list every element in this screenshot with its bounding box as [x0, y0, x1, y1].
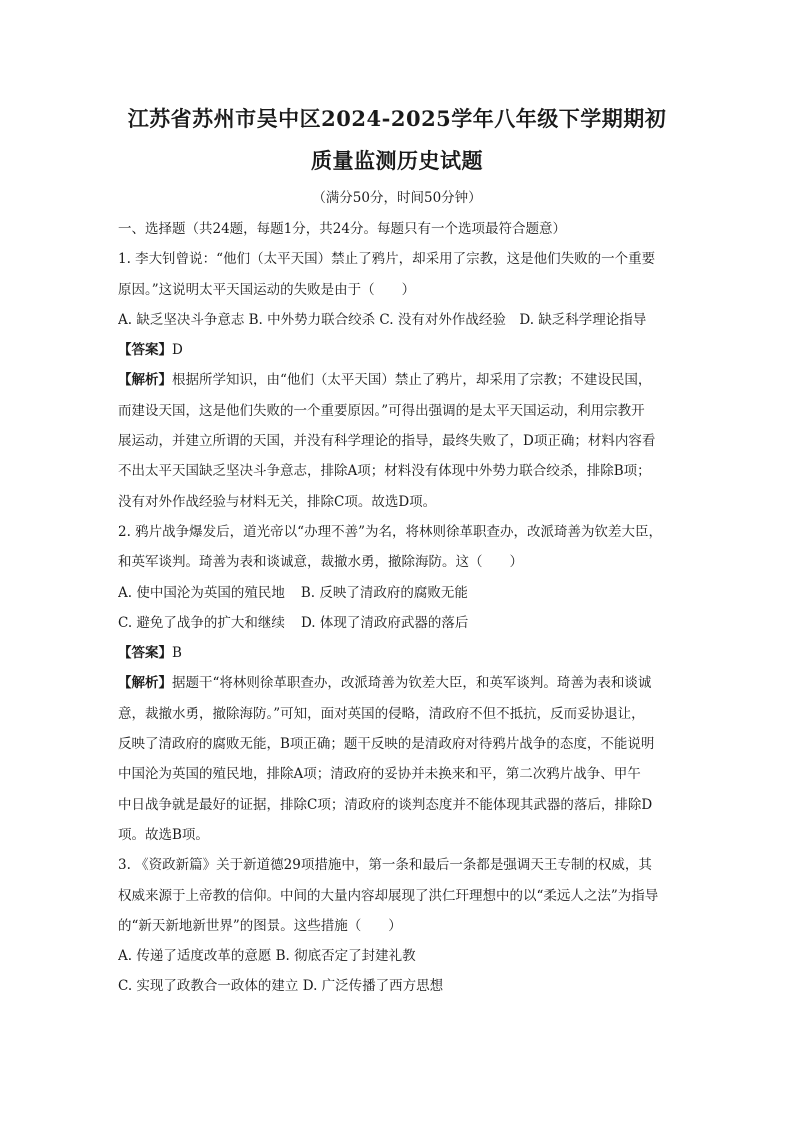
- question-1-analysis-line: 没有对外作战经验与材料无关，排除C项。故选D项。: [118, 493, 437, 510]
- exam-content: [118, 214, 678, 1002]
- question-2-analysis-line: 中国沦为英国的殖民地，排除A项；清政府的妥协并未换来和平，第二次鸦片战争、甲午: [118, 766, 641, 783]
- exam-subtitle: （满分50分，时间50分钟）: [312, 190, 482, 206]
- question-1-analysis-line: [118, 365, 678, 395]
- question-1-analysis-line: 展运动，并建立所谓的天国，并没有科学理论的指导，最终失败了，D项正确；材料内容看: [118, 433, 656, 450]
- question-2-analysis-line: 意，裁撤水勇，撤除海防。”可知，面对英国的侵略，清政府不但不抵抗，反而妥协退让，: [118, 705, 645, 722]
- option-c: C. 避免了战争的扩大和继续: [118, 614, 285, 631]
- option-b: B. 反映了清政府的腐败无能: [300, 584, 468, 601]
- question-2-options-row: [118, 608, 678, 638]
- question-1-options: [118, 305, 678, 335]
- answer-label: 【答案】: [118, 342, 172, 359]
- question-1-answer: [118, 335, 678, 365]
- analysis-text: 据题干“将林则徐革职查办，改派琦善为钦差大臣，和英军谈判。琦善为表和谈诚: [172, 675, 652, 692]
- question-3-options-row: [118, 941, 678, 971]
- option-a: A. 使中国沦为英国的殖民地: [118, 584, 285, 601]
- question-1-analysis-line: 而建设天国，这是他们失败的一个重要原因。”可得出强调的是太平天国运动，利用宗教开: [118, 402, 645, 419]
- question-3-options-row: [118, 971, 678, 1001]
- question-1-options-text: A. 缺乏坚决斗争意志 B. 中外势力联合绞杀 C. 没有对外作战经验 D. 缺乏科学理论指导: [118, 311, 647, 328]
- question-2-stem-line: 和英军谈判。琦善为表和谈诚意，裁撤水勇，撤除海防。这（ ）: [118, 554, 523, 571]
- question-3-stem-line: 3. 《资政新篇》关于新道德29项措施中，第一条和最后一条都是强调天王专制的权威，其: [118, 857, 652, 874]
- analysis-text: 根据所学知识，由“他们（太平天国）禁止了鸦片，却采用了宗教；不建设民国，: [172, 372, 652, 389]
- answer-label: 【答案】: [118, 645, 172, 662]
- option-cd: C. 实现了政教合一政体的建立 D. 广泛传播了西方思想: [118, 978, 444, 995]
- option-ab: A. 传递了适度改革的意愿 B. 彻底否定了封建礼教: [118, 948, 416, 965]
- question-2-answer: [118, 638, 678, 668]
- analysis-label: 【解析】: [118, 372, 172, 389]
- question-2-analysis-line: 项。故选B项。: [118, 826, 209, 843]
- answer-value: D: [172, 342, 183, 359]
- question-3-stem-line: 权威来源于上帝教的信仰。中间的大量内容却展现了洪仁玕理想中的以“柔远人之法”为指导: [118, 887, 659, 904]
- analysis-label: 【解析】: [118, 675, 172, 692]
- question-2-analysis-line: [118, 668, 678, 698]
- question-2-analysis-line: 中日战争就是最好的证据，排除C项；清政府的谈判态度并不能体现其武器的落后，排除D: [118, 796, 653, 813]
- question-1-analysis-line: 不出太平天国缺乏坚决斗争意志，排除A项；材料没有体现中外势力联合绞杀，排除B项；: [118, 463, 651, 480]
- page-title-line2: 质量监测历史试题: [311, 148, 483, 173]
- page-title: 江苏省苏州市吴中区2024-2025学年八年级下学期期初: [127, 106, 667, 131]
- answer-value: B: [172, 645, 182, 662]
- option-d: D. 体现了清政府武器的落后: [300, 614, 469, 631]
- section-heading: 一、选择题（共24题，每题1分，共24分。每题只有一个选项最符合题意）: [118, 221, 566, 237]
- question-1-stem-line: 1. 李大钊曾说：“他们（太平天国）禁止了鸦片，却采用了宗教，这是他们失败的一个重要: [118, 251, 656, 268]
- question-1-stem-line: 原因。”这说明太平天国运动的失败是由于（ ）: [118, 281, 416, 298]
- question-2-stem-line: 2. 鸦片战争爆发后，道光帝以“办理不善”为名，将林则徐革职查办，改派琦善为钦差大臣，: [118, 523, 662, 540]
- question-2-analysis-line: 反映了清政府的腐败无能，B项正确；题干反映的是清政府对待鸦片战争的态度，不能说明: [118, 736, 655, 753]
- question-2-options-row: [118, 578, 678, 608]
- question-3-stem-line: 的“新天新地新世界”的图景。这些措施（ ）: [118, 917, 402, 934]
